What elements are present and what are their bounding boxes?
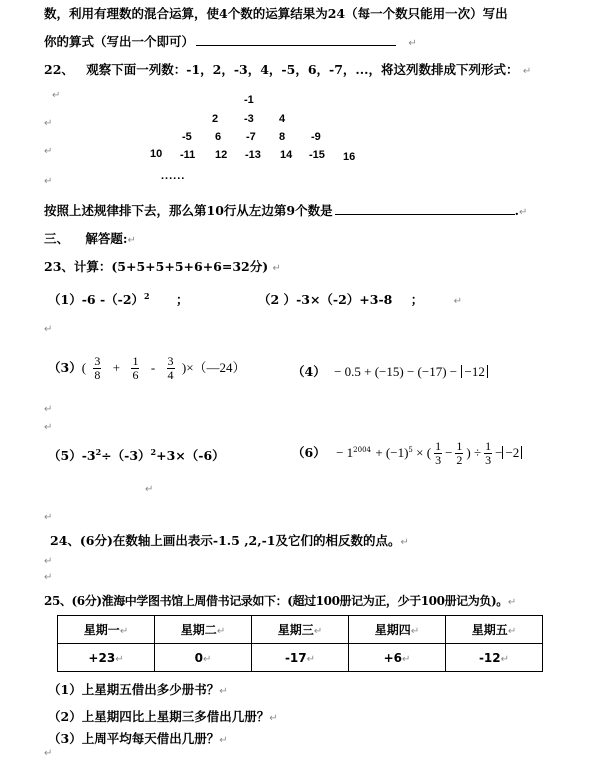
- table-cell: 0↵: [155, 644, 252, 672]
- answer-blank-expression[interactable]: [196, 45, 396, 46]
- paragraph-mark-icon: ↵: [219, 686, 228, 697]
- paragraph-mark-icon: ↵: [44, 176, 53, 187]
- question-22: 22、 观察下面一列数：-1，2，-3，4，-5，6，-7，...，将这列数排成下列形式： ↵: [44, 62, 532, 77]
- paragraph-mark-icon: ↵: [272, 263, 281, 274]
- paragraph-mark-icon: ↵: [44, 118, 53, 129]
- paragraph-mark-icon: ↵: [313, 626, 323, 637]
- problem-6: $(6) - 1^{2004} + (-1)^5$ × ( $\frac{1}{3}$ − $\frac{1}{2}$ ) ÷ $\frac{1}{3}$ − −2: [292, 440, 522, 467]
- paragraph-mark-icon: ↵: [219, 735, 228, 746]
- triangle-number: 10: [150, 148, 163, 160]
- paragraph-mark-icon: ↵: [127, 235, 136, 246]
- paragraph-mark-icon: ↵: [44, 404, 53, 415]
- table-header-cell: 星期四↵: [349, 616, 446, 644]
- triangle-number: 8: [279, 131, 286, 143]
- paragraph-mark-icon: ↵: [507, 626, 517, 637]
- paragraph-mark-icon: ↵: [44, 422, 53, 433]
- problem-3: （3）( $\frac{3}{8}$ + $\frac{1}{6}$ - $\frac{3}{4}$ )×（—24）: [48, 354, 246, 382]
- question-22-ask: 按照上述规律排下去，那么第10行从左边第9个数是 .↵: [44, 203, 528, 218]
- table-cell: +23↵: [58, 644, 155, 672]
- paragraph-mark-icon: ↵: [269, 713, 278, 724]
- absolute-value: −12: [461, 365, 487, 378]
- paragraph-mark-icon: ↵: [202, 653, 212, 665]
- triangle-number: -15: [309, 149, 325, 161]
- problem-1: （1）-6 $-(-2)^2$ ；: [48, 290, 189, 307]
- triangle-ellipsis: ......: [161, 170, 186, 182]
- triangle-number: 2: [212, 113, 219, 125]
- paragraph-mark-icon: ↵: [44, 512, 53, 523]
- paragraph-mark-icon: ↵: [44, 146, 53, 157]
- paragraph-mark-icon: ↵: [453, 296, 462, 307]
- table-header-cell: 星期五↵: [446, 616, 543, 644]
- intro-line-2: 你的算式（写出一个即可） ↵: [44, 34, 417, 49]
- paragraph-mark-icon: ↵: [518, 207, 528, 218]
- triangle-number: 14: [280, 149, 293, 161]
- paragraph-mark-icon: ↵: [119, 626, 129, 637]
- table-header-row: [58, 616, 543, 644]
- question-23: 23、计算：(5+5+5+5+6+6=32分) ↵: [44, 259, 281, 274]
- paragraph-mark-icon: ↵: [500, 653, 510, 665]
- paragraph-mark-icon: ↵: [216, 626, 226, 637]
- triangle-number: -3: [244, 113, 254, 125]
- question-24: 24、(6分)在数轴上画出表示-1.5 ,2,-1及它们的相反数的点。↵: [50, 533, 409, 548]
- paragraph-mark-icon: ↵: [400, 537, 409, 548]
- triangle-number: -7: [246, 131, 256, 143]
- problem-5: $(5)-3^2\div(-3)^2+3\times(-6)$: [48, 446, 225, 463]
- triangle-number: -11: [180, 149, 196, 161]
- fraction: $\frac{3}{4}$: [167, 354, 174, 382]
- paragraph-mark-icon: ↵: [52, 90, 61, 101]
- table-row: [58, 644, 543, 672]
- book-borrowing-table: [57, 615, 543, 672]
- triangle-number: -9: [311, 131, 321, 143]
- table-header-cell: 星期二↵: [155, 616, 252, 644]
- problem-4: （4） − 0.5 + (−15) − (−17) − −12: [292, 362, 488, 380]
- fraction: $\frac{3}{8}$: [94, 354, 101, 382]
- fraction: $\frac{1}{3}$: [485, 439, 492, 467]
- paragraph-mark-icon: ↵: [402, 653, 411, 665]
- triangle-number: -5: [182, 131, 192, 143]
- triangle-number: 12: [215, 149, 228, 161]
- question-25-sub-2: （2）上星期四比上星期三多借出几册？↵: [48, 709, 278, 724]
- paragraph-mark-icon: ↵: [44, 572, 53, 583]
- paragraph-mark-icon: ↵: [408, 38, 417, 49]
- paragraph-mark-icon: ↵: [507, 597, 516, 608]
- fraction: $\frac{1}{3}$: [435, 439, 442, 467]
- paragraph-mark-icon: ↵: [44, 324, 53, 335]
- question-25: 25、(6分)淮海中学图书馆上周借书记录如下：(超过100册记为正，少于100册记为负)。↵: [44, 594, 516, 608]
- triangle-number: 4: [279, 113, 286, 125]
- paragraph-mark-icon: ↵: [44, 748, 53, 759]
- section-3-heading: 三、 解答题:↵: [44, 231, 136, 246]
- question-25-sub-1: （1）上星期五借出多少册书？↵: [48, 682, 228, 697]
- question-25-sub-3: （3）上周平均每天借出几册？↵: [48, 731, 228, 746]
- triangle-number: 16: [343, 151, 356, 163]
- paragraph-mark-icon: ↵: [44, 556, 53, 567]
- paragraph-mark-icon: ↵: [522, 66, 532, 77]
- fraction: $\frac{1}{2}$: [456, 439, 463, 467]
- table-header-cell: 星期一↵: [58, 616, 155, 644]
- absolute-value: −2: [502, 446, 522, 459]
- intro-line-1: 数，利用有理数的混合运算，使4个数的运算结果为24（每一个数只能用一次）写出: [44, 6, 508, 21]
- table-cell: -12↵: [446, 644, 543, 672]
- paragraph-mark-icon: ↵: [410, 626, 420, 637]
- paragraph-mark-icon: ↵: [115, 653, 124, 665]
- triangle-number: -1: [244, 94, 254, 106]
- table-cell: +6↵: [349, 644, 446, 672]
- fraction: $\frac{1}{6}$: [132, 354, 139, 382]
- answer-blank-10th-row[interactable]: [335, 214, 515, 215]
- triangle-number: 6: [215, 131, 222, 143]
- table-cell: -17↵: [252, 644, 349, 672]
- table-header-cell: 星期三↵: [252, 616, 349, 644]
- paragraph-mark-icon: ↵: [306, 653, 316, 665]
- triangle-number: -13: [245, 149, 261, 161]
- paragraph-mark-icon: ↵: [145, 484, 154, 495]
- problem-2: （2 ）-3×（-2）+3-8 ； ↵: [258, 292, 462, 307]
